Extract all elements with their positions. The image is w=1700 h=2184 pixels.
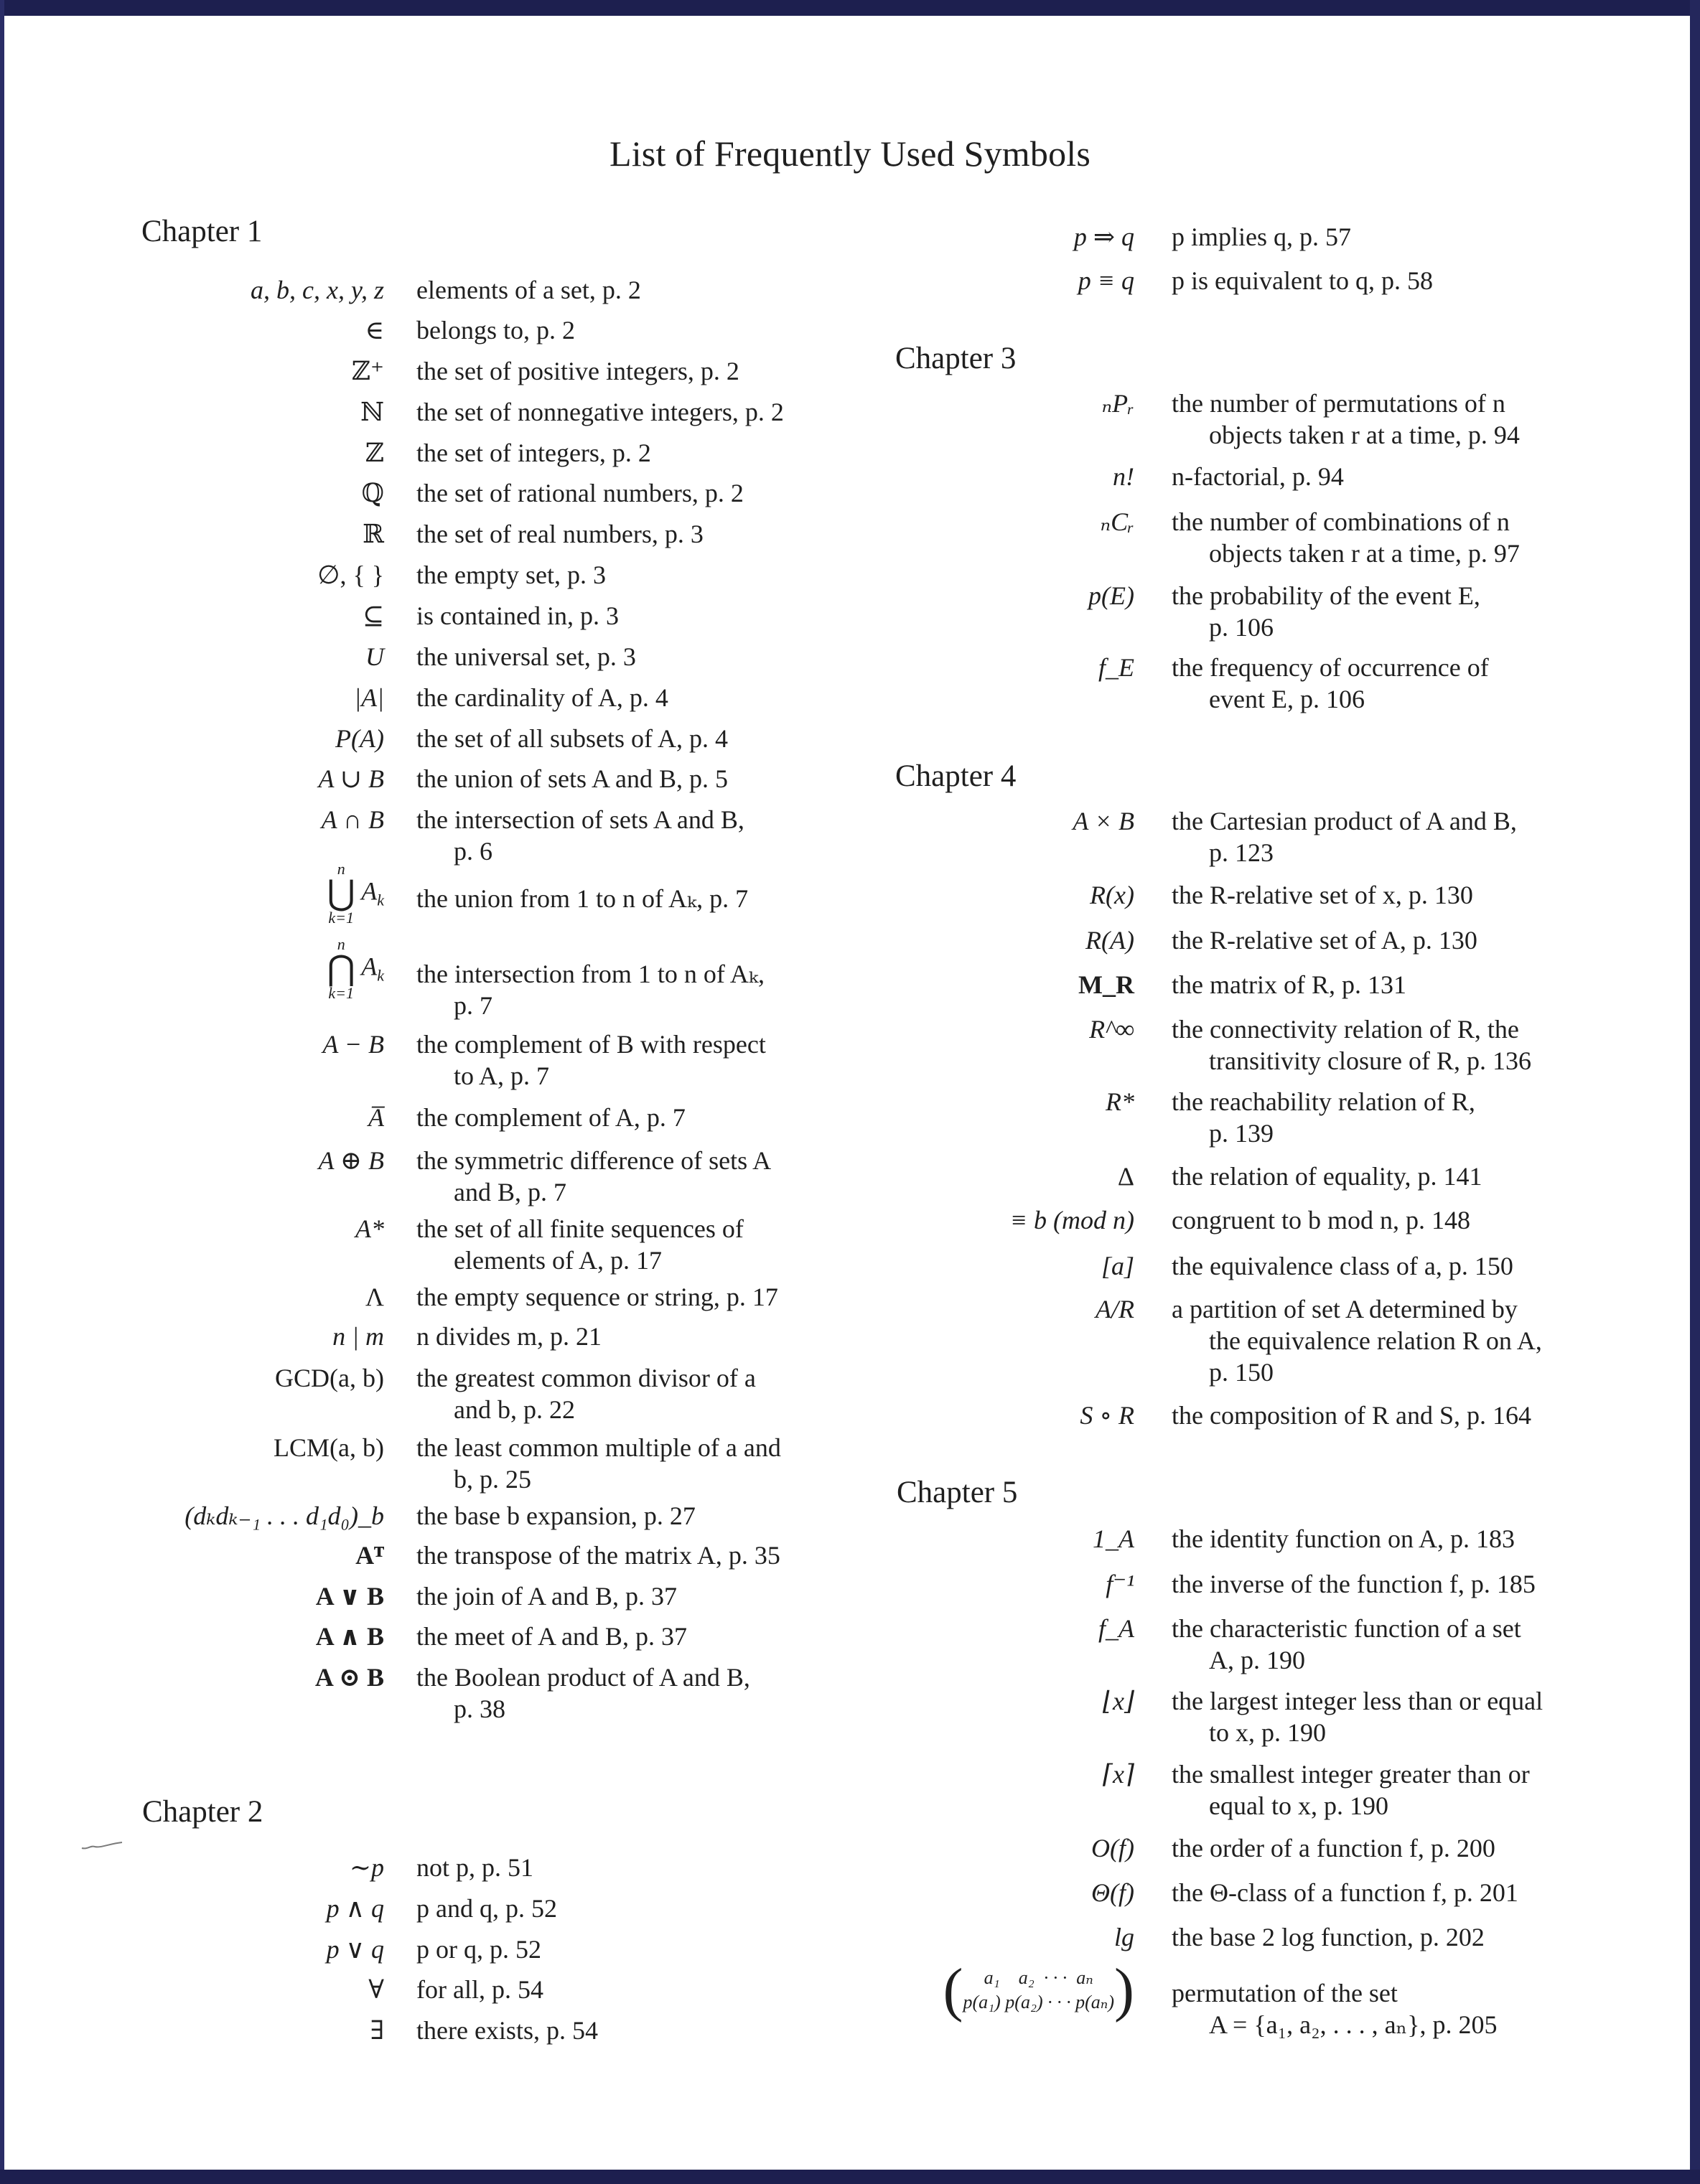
- description-line: p. 7: [454, 991, 492, 1020]
- symbol: p ∨ q: [326, 1935, 384, 1964]
- symbol-description: [416, 477, 744, 509]
- symbol: p(E): [1088, 581, 1134, 610]
- description-line: A = {a₁, a₂, . . . , aₙ}, p. 205: [1209, 2010, 1498, 2039]
- description-line: p. 38: [454, 1695, 505, 1723]
- symbol: (dₖdₖ₋₁ . . . d₁d₀)_b: [185, 1501, 384, 1530]
- symbol-description: [416, 804, 744, 867]
- symbol: ℕ: [360, 398, 384, 426]
- description-line: the intersection from 1 to n of Aₖ,: [416, 960, 765, 988]
- symbol: ℤ⁺: [351, 357, 384, 385]
- description-line: p. 106: [1209, 613, 1274, 642]
- description-line: the matrix of R, p. 131: [1172, 970, 1406, 999]
- symbol-description: [1172, 1250, 1513, 1282]
- symbol-description: [1172, 805, 1517, 868]
- description-line: the set of positive integers, p. 2: [416, 357, 739, 385]
- scan-border-right: [1690, 0, 1700, 2184]
- symbol: M_R: [1078, 970, 1134, 999]
- description-line: the identity function on A, p. 183: [1172, 1524, 1515, 1553]
- symbol: ∅, { }: [317, 561, 384, 589]
- description-line: the base 2 log function, p. 202: [1172, 1923, 1485, 1951]
- symbol-description: [1172, 1013, 1531, 1077]
- description-line: the symmetric difference of sets A: [416, 1146, 772, 1175]
- description-line: the frequency of occurrence of: [1172, 653, 1489, 682]
- description-line: there exists, p. 54: [416, 2016, 598, 2045]
- description-line: the union of sets A and B, p. 5: [416, 764, 728, 793]
- symbol-description: [1172, 1523, 1515, 1555]
- description-line: transitivity closure of R, p. 136: [1209, 1046, 1531, 1075]
- description-line: the least common multiple of a and: [416, 1433, 781, 1462]
- description-line: the probability of the event E,: [1172, 581, 1480, 610]
- symbol: ℤ: [365, 439, 384, 467]
- description-line: permutation of the set: [1172, 1979, 1398, 2007]
- symbol-description: [1172, 1400, 1531, 1431]
- description-line: a partition of set A determined by: [1172, 1295, 1518, 1323]
- description-line: the set of rational numbers, p. 2: [416, 479, 744, 507]
- description-line: the number of combinations of n: [1172, 507, 1510, 536]
- description-line: the empty set, p. 3: [416, 561, 606, 589]
- description-line: the equivalence class of a, p. 150: [1172, 1252, 1513, 1280]
- chapter-heading: Chapter 4: [895, 759, 1017, 793]
- description-line: the reachability relation of R,: [1172, 1087, 1475, 1116]
- description-line: p. 150: [1209, 1358, 1274, 1387]
- symbol: f⁻¹: [1106, 1570, 1134, 1598]
- symbol-description: [416, 1213, 744, 1276]
- symbol: A − B: [322, 1030, 384, 1059]
- description-line: belongs to, p. 2: [416, 316, 575, 345]
- description-line: the join of A and B, p. 37: [416, 1582, 677, 1611]
- symbol-description: [1172, 1086, 1475, 1149]
- symbol: ⊆: [362, 601, 384, 630]
- symbol-description: [416, 763, 728, 795]
- symbol: P(A): [335, 724, 384, 753]
- symbol-description: [416, 682, 668, 713]
- description-line: objects taken r at a time, p. 94: [1209, 421, 1520, 449]
- symbol-description: [1172, 1568, 1536, 1600]
- description-line: the R-relative set of A, p. 130: [1172, 926, 1477, 955]
- symbol: ℚ: [361, 479, 384, 507]
- description-line: and B, p. 7: [454, 1178, 566, 1206]
- description-line: the union from 1 to n of Aₖ, p. 7: [416, 884, 749, 913]
- symbol: Aᵀ: [355, 1541, 384, 1570]
- symbol: ( a₁ a₂ · · · aₙ p(a₁) p(a₂) · · · p(aₙ)): [943, 1956, 1134, 2023]
- description-line: and b, p. 22: [454, 1395, 575, 1424]
- symbol-description: [1172, 1293, 1542, 1388]
- symbol-description: [1172, 265, 1433, 296]
- symbol-description: [416, 1852, 533, 1883]
- symbol-description: [416, 1321, 602, 1352]
- symbol: A ∨ B: [315, 1582, 384, 1611]
- symbol-description: [416, 518, 704, 550]
- description-line: the set of real numbers, p. 3: [416, 520, 704, 548]
- symbol-description: [1172, 221, 1351, 253]
- symbol-description: [416, 1934, 541, 1965]
- symbol-description: [1172, 1758, 1530, 1822]
- symbol-description: [416, 641, 636, 672]
- symbol: R*: [1106, 1087, 1134, 1116]
- description-line: the base b expansion, p. 27: [416, 1501, 696, 1530]
- description-line: the Cartesian product of A and B,: [1172, 807, 1517, 835]
- symbol-description: [1172, 506, 1520, 569]
- symbol: a, b, c, x, y, z: [251, 276, 384, 304]
- symbol-description: [1172, 1832, 1495, 1864]
- description-line: p implies q, p. 57: [1172, 222, 1351, 251]
- pencil-mark: [80, 1841, 123, 1851]
- symbol-description: [1172, 652, 1489, 715]
- description-line: the cardinality of A, p. 4: [416, 683, 668, 712]
- symbol-description: [1172, 1161, 1482, 1192]
- description-line: is contained in, p. 3: [416, 601, 619, 630]
- description-line: p. 6: [454, 837, 492, 866]
- symbol-description: [416, 883, 748, 914]
- symbol-description: [1172, 1685, 1543, 1748]
- symbol-description: [416, 274, 641, 306]
- description-line: the inverse of the function f, p. 185: [1172, 1570, 1536, 1598]
- symbol: ₙCᵣ: [1100, 507, 1134, 536]
- description-line: the characteristic function of a set: [1172, 1614, 1521, 1643]
- symbol: ⌊x⌋: [1102, 1687, 1134, 1715]
- description-line: elements of A, p. 17: [454, 1246, 662, 1275]
- chapter-heading: Chapter 1: [141, 215, 263, 248]
- symbol: f_E: [1098, 653, 1134, 682]
- description-line: the complement of A, p. 7: [416, 1103, 686, 1132]
- symbol-description: [1172, 1613, 1521, 1676]
- description-line: elements of a set, p. 2: [416, 276, 641, 304]
- description-line: for all, p. 54: [416, 1975, 543, 2004]
- description-line: event E, p. 106: [1209, 685, 1365, 713]
- symbol-description: [416, 723, 728, 754]
- symbol: ₙPᵣ: [1101, 389, 1134, 418]
- symbol: n ⋂ k=1 $A_k$: [327, 935, 384, 1002]
- symbol: R(A): [1085, 926, 1134, 955]
- symbol-description: [1172, 1204, 1470, 1236]
- symbol: n | m: [332, 1322, 384, 1351]
- description-line: the intersection of sets A and B,: [416, 805, 744, 834]
- description-line: the R-relative set of x, p. 130: [1172, 881, 1473, 909]
- symbol: ∀: [368, 1975, 384, 2004]
- symbol: A̅: [368, 1103, 384, 1132]
- chapter-heading: Chapter 3: [895, 342, 1017, 375]
- description-line: the set of all finite sequences of: [416, 1214, 744, 1243]
- symbol: ∼p: [349, 1853, 384, 1882]
- symbol-description: [1172, 879, 1473, 911]
- symbol-description: [1172, 1977, 1497, 2040]
- description-line: p. 139: [1209, 1119, 1274, 1148]
- symbol: |A|: [354, 683, 384, 712]
- description-line: the transpose of the matrix A, p. 35: [416, 1541, 780, 1570]
- scan-border-top: [0, 0, 1700, 16]
- symbol-description: [416, 600, 619, 632]
- description-line: n divides m, p. 21: [416, 1322, 602, 1351]
- symbol-description: [1172, 969, 1406, 1000]
- symbol: 1_A: [1093, 1524, 1134, 1553]
- description-line: congruent to b mod n, p. 148: [1172, 1206, 1470, 1234]
- symbol: A ∧ B: [315, 1622, 384, 1651]
- symbol: ∈: [365, 316, 384, 345]
- description-line: the universal set, p. 3: [416, 642, 636, 671]
- symbol: [a]: [1101, 1252, 1134, 1280]
- description-line: the meet of A and B, p. 37: [416, 1622, 687, 1651]
- symbol-description: [1172, 1921, 1485, 1953]
- symbol: A/R: [1096, 1295, 1134, 1323]
- description-line: the set of integers, p. 2: [416, 439, 651, 467]
- symbol-description: [416, 1500, 696, 1532]
- description-line: p is equivalent to q, p. 58: [1172, 266, 1433, 295]
- symbol: R(x): [1090, 881, 1134, 909]
- symbol-description: [416, 559, 606, 591]
- description-line: p or q, p. 52: [416, 1935, 541, 1964]
- symbol: U: [365, 642, 384, 671]
- symbol-description: [1172, 580, 1480, 643]
- description-line: the connectivity relation of R, the: [1172, 1015, 1519, 1044]
- symbol-description: [416, 1102, 686, 1133]
- symbol-description: [416, 1974, 543, 2005]
- symbol: n ⋃ k=1 $A_k$: [327, 860, 384, 927]
- page-title: List of Frequently Used Symbols: [609, 133, 1091, 174]
- symbol: ∃: [370, 2016, 384, 2045]
- symbol-description: [416, 1662, 750, 1725]
- description-line: the relation of equality, p. 141: [1172, 1162, 1482, 1191]
- symbol: n!: [1113, 462, 1134, 491]
- symbol: lg: [1113, 1923, 1134, 1951]
- scan-border-bottom: [0, 2170, 1700, 2184]
- description-line: p. 123: [1209, 838, 1274, 867]
- description-line: the number of permutations of n: [1172, 389, 1505, 418]
- symbol: A ∩ B: [321, 805, 384, 834]
- description-line: the empty sequence or string, p. 17: [416, 1283, 778, 1311]
- symbol: LCM(a, b): [274, 1433, 384, 1462]
- symbol: A ∪ B: [318, 764, 384, 793]
- symbol: Θ(f): [1091, 1878, 1134, 1907]
- symbol-description: [416, 437, 651, 469]
- description-line: the largest integer less than or equal: [1172, 1687, 1543, 1715]
- symbol: p ∧ q: [326, 1894, 384, 1923]
- symbol: ⌈x⌉: [1102, 1760, 1134, 1789]
- chapter-heading: Chapter 5: [897, 1476, 1018, 1509]
- description-line: the equivalence relation R on A,: [1209, 1326, 1542, 1355]
- symbol-description: [416, 2015, 598, 2046]
- description-line: b, p. 25: [454, 1465, 531, 1494]
- symbol-description: [416, 1580, 677, 1612]
- symbol: A ⊕ B: [318, 1146, 384, 1175]
- symbol-description: [416, 1893, 557, 1924]
- symbol-description: [416, 355, 739, 387]
- description-line: the Θ-class of a function f, p. 201: [1172, 1878, 1518, 1907]
- description-line: the greatest common divisor of a: [416, 1364, 756, 1392]
- symbol: p ⇒ q: [1073, 222, 1134, 251]
- description-line: the complement of B with respect: [416, 1030, 766, 1059]
- symbol-description: [1172, 388, 1520, 451]
- description-line: to A, p. 7: [454, 1061, 550, 1090]
- description-line: not p, p. 51: [416, 1853, 534, 1882]
- symbol: R^∞: [1089, 1015, 1134, 1044]
- description-line: the order of a function f, p. 200: [1172, 1834, 1495, 1862]
- symbol: GCD(a, b): [275, 1364, 384, 1392]
- description-line: A, p. 190: [1209, 1646, 1305, 1674]
- symbol-description: [416, 1432, 781, 1495]
- description-line: equal to x, p. 190: [1209, 1791, 1388, 1820]
- symbol: A × B: [1073, 807, 1134, 835]
- symbol: A ⊙ B: [314, 1663, 384, 1692]
- description-line: to x, p. 190: [1209, 1718, 1327, 1747]
- symbol: O(f): [1091, 1834, 1134, 1862]
- symbol-description: [1172, 924, 1477, 956]
- description-line: objects taken r at a time, p. 97: [1209, 539, 1520, 568]
- symbol-description: [1172, 1877, 1518, 1908]
- description-line: p and q, p. 52: [416, 1894, 557, 1923]
- symbol-description: [416, 314, 575, 346]
- description-line: the smallest integer greater than or: [1172, 1760, 1530, 1789]
- description-line: the set of all subsets of A, p. 4: [416, 724, 728, 753]
- description-line: n-factorial, p. 94: [1172, 462, 1344, 491]
- symbol: S ∘ R: [1080, 1401, 1134, 1430]
- chapter-heading: Chapter 2: [142, 1795, 263, 1829]
- symbol-description: [1172, 461, 1344, 492]
- symbol: f_A: [1098, 1614, 1134, 1643]
- description-line: the set of nonnegative integers, p. 2: [416, 398, 784, 426]
- symbol: A*: [355, 1214, 384, 1243]
- symbol: Λ: [365, 1283, 384, 1311]
- description-line: the Boolean product of A and B,: [416, 1663, 750, 1692]
- symbol-description: [416, 1621, 687, 1652]
- symbol: ≡ b (mod n): [1009, 1206, 1134, 1234]
- symbol: p ≡ q: [1078, 266, 1134, 295]
- symbol: ℝ: [363, 520, 384, 548]
- symbol: Δ: [1117, 1162, 1134, 1191]
- description-line: the composition of R and S, p. 164: [1172, 1401, 1531, 1430]
